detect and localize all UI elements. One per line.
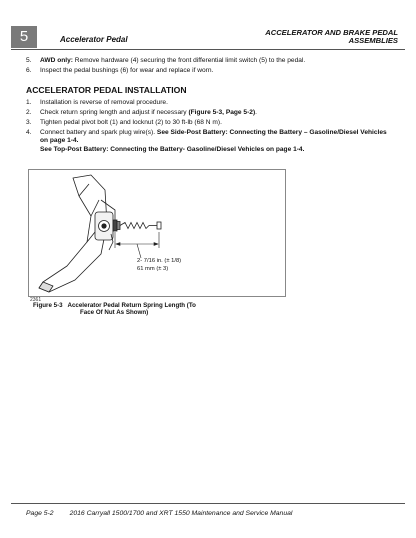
page-number: Page 5-2 — [26, 510, 54, 517]
dimension-line — [115, 232, 159, 258]
chapter-number-tab: 5 — [11, 26, 37, 48]
return-spring — [113, 220, 161, 231]
removal-steps-list — [26, 57, 386, 77]
installation-steps-list — [26, 99, 396, 155]
footer-divider — [11, 503, 405, 504]
figure-caption-label: Figure 5-3 — [33, 302, 63, 309]
dimension-label-imperial: 2- 7/16 in. (± 1/8) — [137, 258, 182, 264]
list-item — [26, 99, 396, 107]
step-number: 6. — [26, 66, 32, 74]
dimension-label-metric: 61 mm (± 3) — [137, 266, 169, 272]
accelerator-pedal-illustration — [29, 170, 285, 296]
list-item — [26, 57, 386, 65]
step-text-end: . — [255, 108, 257, 116]
chapter-title-line-2: ASSEMBLIES — [348, 36, 398, 46]
pivot-bolt-center — [102, 224, 106, 228]
list-item — [26, 119, 396, 127]
header-divider — [11, 49, 405, 50]
top-post-battery-reference-link[interactable]: See Top-Post Battery: Connecting the Battery- Gasoline/Diesel Vehicles on page 1-4. — [40, 145, 305, 153]
step-number: 1. — [26, 99, 32, 106]
chapter-title — [265, 29, 398, 46]
page-footer — [26, 510, 292, 517]
step-bold-text: AWD only: — [40, 57, 73, 64]
figure-caption-line-2: Face Of Nut As Shown) — [80, 309, 149, 317]
section-title: Accelerator Pedal — [60, 35, 128, 44]
step-number: 4. — [26, 128, 32, 136]
figure-frame — [28, 169, 286, 297]
figure-reference-link[interactable]: (Figure 5-3, Page 5-2) — [188, 108, 256, 116]
manual-title: 2016 Carryall 1500/1700 and XRT 1550 Maintenance and Service Manual — [69, 510, 293, 517]
step-text: Tighten pedal pivot bolt (1) and locknut (2) to 30 ft-lb (68 N m). — [40, 118, 222, 126]
step-number: 5. — [26, 57, 32, 64]
figure-number: 2361 — [30, 297, 42, 303]
step-text: Connect battery and spark plug wire(s). — [40, 128, 157, 136]
installation-heading: ACCELERATOR PEDAL INSTALLATION — [26, 85, 187, 95]
step-number: 2. — [26, 108, 32, 116]
pedal-pad — [39, 282, 53, 292]
list-item — [26, 129, 396, 154]
side-post-battery-reference-link[interactable]: See Side-Post Battery: Connecting the Battery – Gasoline/Diesel Vehicles on page 1-4. — [40, 128, 387, 145]
step-text: Installation is reverse of removal procedure. — [40, 99, 168, 106]
step-text: Inspect the pedal bushings (6) for wear and replace if worn. — [40, 66, 214, 74]
chapter-title-line-1: ACCELERATOR AND BRAKE PEDAL — [265, 28, 398, 37]
step-number: 3. — [26, 118, 32, 126]
figure-caption-line-1: Accelerator Pedal Return Spring Length (To — [67, 302, 196, 309]
figure-caption — [33, 302, 196, 316]
step-text: Remove hardware (4) securing the front differential limit switch (5) to the pedal. — [72, 57, 306, 64]
list-item — [26, 109, 396, 117]
step-text: Check return spring length and adjust if necessary — [40, 108, 189, 116]
list-item — [26, 67, 386, 75]
